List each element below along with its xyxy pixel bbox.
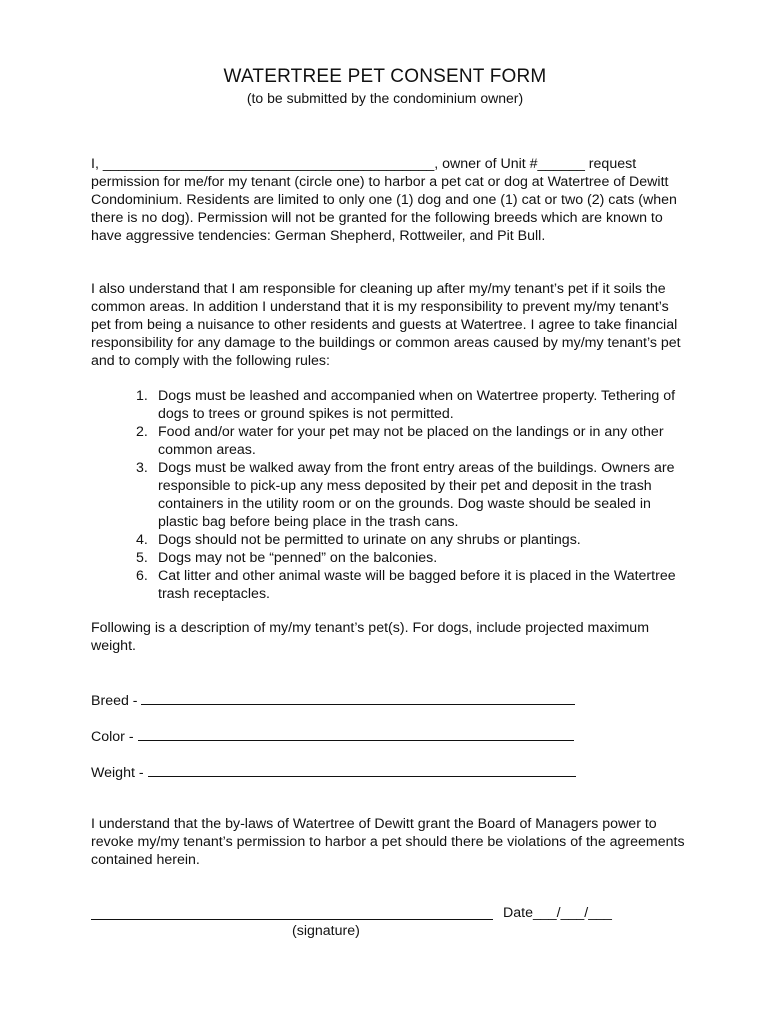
date-field[interactable]: Date___/___/___ — [503, 905, 612, 921]
rule-number: 1. — [136, 388, 148, 404]
rule-number: 4. — [136, 532, 148, 548]
weight-input-line[interactable] — [148, 762, 576, 777]
form-title: WATERTREE PET CONSENT FORM — [223, 66, 547, 87]
rule-text: Dogs must be leashed and accompanied when on Watertree property. Tethering of dogs to trees or ground spikes is not permitted. — [158, 388, 676, 422]
weight-field — [91, 762, 576, 782]
rule-number: 2. — [136, 424, 148, 440]
rule-text: Dogs should not be permitted to urinate on any shrubs or plantings. — [158, 532, 581, 548]
rule-item — [136, 459, 676, 531]
rule-item — [136, 549, 676, 567]
intro-paragraph: I, __________________________________________, owner of Unit #______ request permission for me/for my tenant (circle one) to harbor a pet cat or dog at Watertree of Dewitt Condominium. Residents are limited to only one (1) dog and one (1) cat or two (2) cats (when there is no dog). Permission will not be granted for the following breeds which are known to have aggressive tendencies: German Shepherd, Rottweiler, and Pit Bull. — [91, 156, 677, 244]
rule-number: 6. — [136, 568, 148, 584]
form-subtitle: (to be submitted by the condominium owner) — [246, 90, 524, 106]
bylaws-paragraph: I understand that the by-laws of Watertree of Dewitt grant the Board of Managers power to revoke my/my tenant’s permission to harbor a pet should there be violations of the agreements contained herein. — [91, 816, 685, 868]
color-label: Color - — [91, 729, 134, 745]
rule-number: 3. — [136, 460, 148, 476]
breed-input-line[interactable] — [141, 690, 575, 705]
rule-item — [136, 387, 676, 423]
signature-line[interactable] — [91, 919, 493, 920]
rules-list — [136, 387, 676, 603]
rule-item — [136, 531, 676, 549]
rule-item — [136, 567, 676, 603]
weight-label: Weight - — [91, 765, 144, 781]
breed-label: Breed - — [91, 693, 138, 709]
rule-item — [136, 423, 676, 459]
signature-label: (signature) — [292, 923, 360, 939]
color-field — [91, 726, 574, 746]
rule-text: Cat litter and other animal waste will be bagged before it is placed in the Watertree trash receptacles. — [158, 568, 676, 602]
color-input-line[interactable] — [138, 726, 574, 741]
description-paragraph: Following is a description of my/my tenant’s pet(s). For dogs, include projected maximum weight. — [91, 620, 650, 654]
rule-text: Dogs may not be “penned” on the balconies. — [158, 550, 438, 566]
responsibility-paragraph: I also understand that I am responsible for cleaning up after my/my tenant’s pet if it soils the common areas. In addition I understand that it is my responsibility to prevent my/my tenant’s pet from being a nuisance to other residents and guests at Watertree. I agree to take financial responsibility for any damage to the buildings or common areas caused by my/my tenant’s pet and to comply with the following rules: — [91, 281, 681, 369]
rule-number: 5. — [136, 550, 148, 566]
rule-text: Food and/or water for your pet may not be placed on the landings or in any other common areas. — [158, 424, 664, 458]
breed-field — [91, 690, 575, 710]
rule-text: Dogs must be walked away from the front entry areas of the buildings. Owners are responsible to pick-up any mess deposited by their pet and deposit in the trash containers in the utility room or on the grounds. Dog waste should be sealed in plastic bag before being place in the trash cans. — [158, 460, 675, 530]
